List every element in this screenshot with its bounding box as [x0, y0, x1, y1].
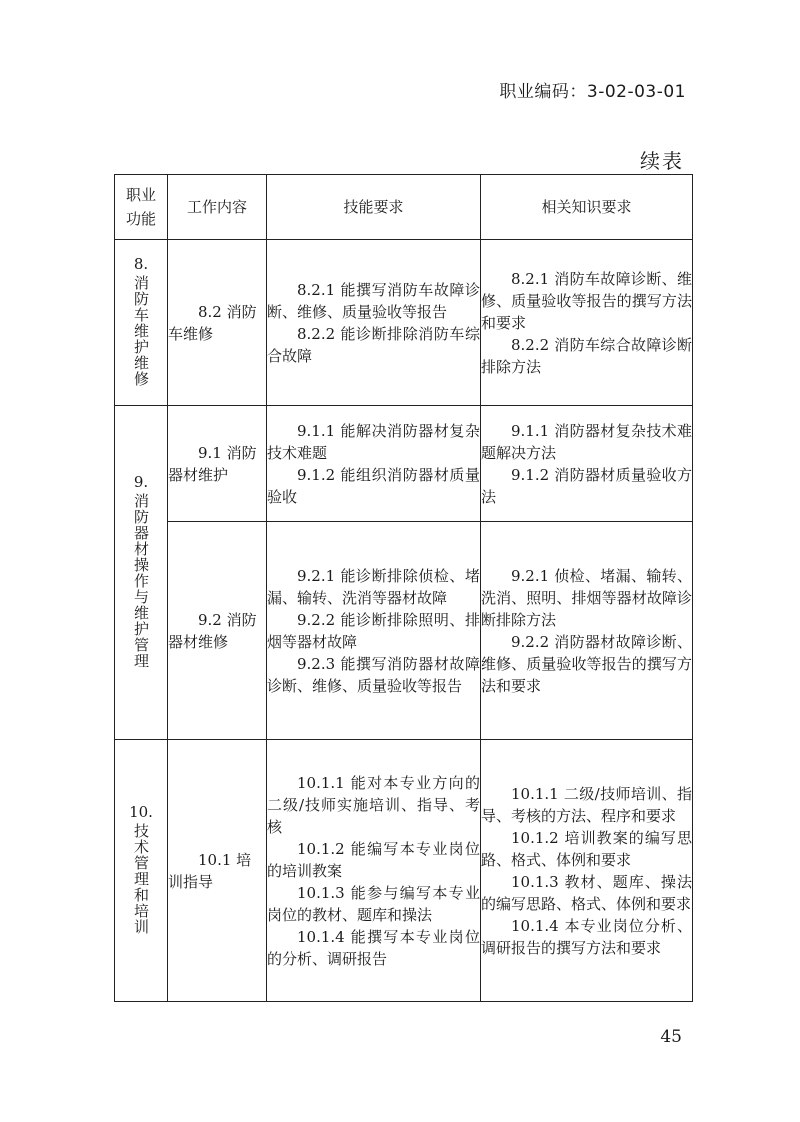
table-row [115, 406, 693, 522]
function-number: 9. [133, 472, 149, 491]
knowledge-item: 9.1.1 消防器材复杂技术难题解决方法 [481, 421, 692, 462]
knowledge-item: 10.1.3 教材、题库、操法的编写思路、格式、体例和要求 [481, 872, 692, 913]
skill-item: 10.1.2 能编写本专业岗位的培训教案 [267, 839, 480, 880]
header-work: 工作内容 [168, 175, 267, 240]
header-function: 职业功能 [115, 175, 168, 240]
knowledge-cell [481, 240, 693, 406]
function-number: 8. [133, 254, 149, 273]
header-skill: 技能要求 [267, 175, 481, 240]
knowledge-item: 10.1.1 二级/技师培训、指导、考核的方法、程序和要求 [481, 784, 692, 825]
skill-item: 9.2.3 能撰写消防器材故障诊断、维修、质量验收等报告 [267, 654, 480, 695]
continued-label: 续表 [640, 149, 684, 173]
knowledge-cell [481, 522, 693, 740]
skill-item: 9.2.1 能诊断排除侦检、堵漏、输转、洗消等器材故障 [267, 566, 480, 607]
work-content-cell: 8.2 消防车维修 [168, 240, 267, 406]
work-content-cell: 9.2 消防器材维修 [168, 522, 267, 740]
function-name: 消防器材操作与维护管理 [132, 492, 150, 669]
knowledge-item: 10.1.2 培训教案的编写思路、格式、体例和要求 [481, 828, 692, 869]
skill-item: 10.1.3 能参与编写本专业岗位的教材、题库和操法 [267, 883, 480, 924]
table-row [115, 522, 693, 740]
knowledge-item: 8.2.2 消防车综合故障诊断排除方法 [481, 335, 692, 376]
knowledge-item: 9.1.2 消防器材质量验收方法 [481, 465, 692, 506]
knowledge-item: 10.1.4 本专业岗位分析、调研报告的撰写方法和要求 [481, 916, 692, 957]
skill-cell [267, 522, 481, 740]
function-name: 消防车维护维修 [132, 274, 150, 387]
skill-item: 10.1.4 能撰写本专业岗位的分析、调研报告 [267, 927, 480, 968]
skill-cell [267, 406, 481, 522]
occupation-code: 职业编码：3-02-03-01 [499, 82, 686, 102]
requirements-table [114, 174, 693, 1002]
function-number: 10. [129, 802, 153, 821]
skill-cell [267, 240, 481, 406]
page-number: 45 [660, 1027, 682, 1047]
knowledge-item: 9.2.2 消防器材故障诊断、维修、质量验收等报告的撰写方法和要求 [481, 632, 692, 695]
header-knowledge: 相关知识要求 [481, 175, 693, 240]
skill-item: 9.1.2 能组织消防器材质量验收 [267, 465, 480, 506]
skill-item: 8.2.1 能撰写消防车故障诊断、维修、质量验收等报告 [267, 280, 480, 321]
header-row [115, 175, 693, 240]
knowledge-item: 8.2.1 消防车故障诊断、维修、质量验收等报告的撰写方法和要求 [481, 269, 692, 332]
skill-item: 9.1.1 能解决消防器材复杂技术难题 [267, 421, 480, 462]
skill-cell [267, 740, 481, 1002]
knowledge-item: 9.2.1 侦检、堵漏、输转、洗消、照明、排烟等器材故障诊断排除方法 [481, 566, 692, 629]
function-cell [115, 406, 168, 740]
knowledge-cell [481, 406, 693, 522]
work-content-cell: 10.1 培训指导 [168, 740, 267, 1002]
knowledge-cell [481, 740, 693, 1002]
skill-item: 10.1.1 能对本专业方向的二级/技师实施培训、指导、考核 [267, 773, 480, 836]
function-cell [115, 240, 168, 406]
function-cell [115, 740, 168, 1002]
function-name: 技术管理和培训 [132, 822, 150, 935]
skill-item: 9.2.2 能诊断排除照明、排烟等器材故障 [267, 610, 480, 651]
work-content-cell: 9.1 消防器材维护 [168, 406, 267, 522]
skill-item: 8.2.2 能诊断排除消防车综合故障 [267, 324, 480, 365]
table-row [115, 740, 693, 1002]
table-row [115, 240, 693, 406]
